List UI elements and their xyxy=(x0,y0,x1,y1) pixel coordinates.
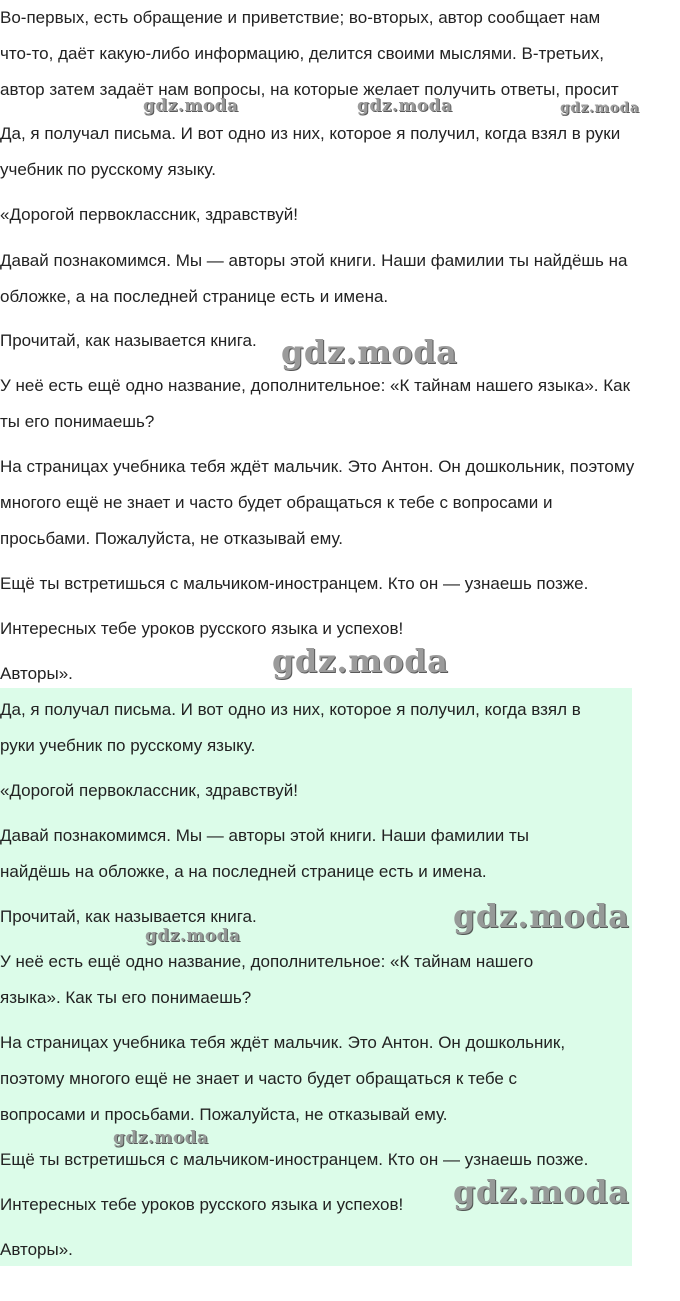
text-line: «Дорогой первоклассник, здравствуй! xyxy=(0,205,298,224)
text-line: Давай познакомимся. Мы — авторы этой книги. Наши фамилии ты xyxy=(0,826,529,845)
text-line: ты его понимаешь? xyxy=(0,412,155,431)
text-line: поэтому многого ещё не знает и часто будет обращаться к тебе с xyxy=(0,1069,518,1088)
text-line: языка». Как ты его понимаешь? xyxy=(0,988,252,1007)
text-line: руки учебник по русскому языку. xyxy=(0,736,256,755)
text-line: Ещё ты встретишься с мальчиком-иностранцем. Кто он — узнаешь позже. xyxy=(0,574,589,593)
text-line: просьбами. Пожалуйста, не отказывай ему. xyxy=(0,529,344,548)
watermark: gdz.moda xyxy=(357,96,453,116)
text-line: учебник по русскому языку. xyxy=(0,160,216,179)
text-line: вопросами и просьбами. Пожалуйста, не отказывай ему. xyxy=(0,1105,448,1124)
text-line: У неё есть ещё одно название, дополнительное: «К тайнам нашего xyxy=(0,952,534,971)
watermark: gdz.moda xyxy=(453,897,630,935)
watermark: gdz.moda xyxy=(272,642,449,680)
text-line: Да, я получал письма. И вот одно из них, которое я получил, когда взял в руки xyxy=(0,124,621,143)
watermark: gdz.moda xyxy=(113,1128,209,1148)
text-line: На страницах учебника тебя ждёт мальчик. Это Антон. Он дошкольник, поэтому xyxy=(0,457,635,476)
text-line: На страницах учебника тебя ждёт мальчик. Это Антон. Он дошкольник, xyxy=(0,1033,566,1052)
text-line: найдёшь на обложке, а на последней странице есть и имена. xyxy=(0,862,487,881)
text-line: У неё есть ещё одно название, дополнительное: «К тайнам нашего языка». Как xyxy=(0,376,631,395)
text-line: Давай познакомимся. Мы — авторы этой книги. Наши фамилии ты найдёшь на xyxy=(0,251,628,270)
text-line: что-то, даёт какую-либо информацию, делится своими мыслями. В-третьих, xyxy=(0,44,604,63)
text-line: автор затем задаёт нам вопросы, на которые желает получить ответы, просит xyxy=(0,80,619,99)
watermark: gdz.moda xyxy=(143,96,239,116)
text-line: Интересных тебе уроков русского языка и успехов! xyxy=(0,619,404,638)
text-line: Прочитай, как называется книга. xyxy=(0,907,257,926)
text-line: обложке, а на последней странице есть и имена. xyxy=(0,287,389,306)
text-line: Авторы». xyxy=(0,664,73,683)
watermark: gdz.moda xyxy=(453,1173,630,1211)
text-line: «Дорогой первоклассник, здравствуй! xyxy=(0,781,298,800)
text-line: Интересных тебе уроков русского языка и успехов! xyxy=(0,1195,404,1214)
text-line: Да, я получал письма. И вот одно из них, которое я получил, когда взял в xyxy=(0,700,581,719)
watermark: gdz.moda xyxy=(281,333,458,371)
watermark: gdz.moda xyxy=(560,100,640,116)
watermark: gdz.moda xyxy=(145,926,241,946)
text-line: Во-первых, есть обращение и приветствие; во-вторых, автор сообщает нам xyxy=(0,8,601,27)
text-line: Авторы». xyxy=(0,1240,73,1259)
text-line: Прочитай, как называется книга. xyxy=(0,331,257,350)
text-line: многого ещё не знает и часто будет обращаться к тебе с вопросами и xyxy=(0,493,553,512)
text-line: Ещё ты встретишься с мальчиком-иностранцем. Кто он — узнаешь позже. xyxy=(0,1150,589,1169)
